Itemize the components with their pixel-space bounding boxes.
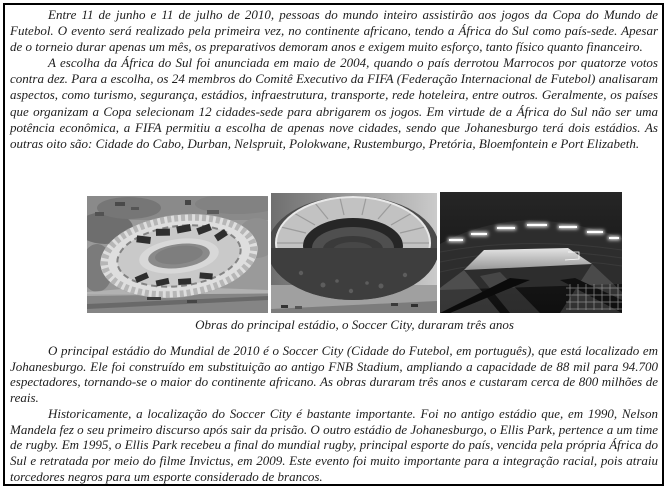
figure-caption: Obras do principal estádio, o Soccer City, duraram três anos [195, 317, 514, 332]
paragraph-soccer-city: O principal estádio do Mundial de 2010 é o Soccer City (Cidade do Futebol, em português), que está localizado em Johanesburgo. Ele foi construído em substituição ao antigo FNB Stadium, ampliando a capacidade de 88 mil para 94.700 espectadores, tornando-se o maior do continente africano. As obras duraram três anos e custaram cerca de 800 milhões de reais. [10, 343, 658, 406]
stadium-figure [87, 192, 622, 313]
paragraph-host-choice: A escolha da África do Sul foi anunciada em maio de 2004, quando o país derrotou Marrocos por quatorze votos contra dez. Para a escolha, os 24 membros do Comitê Executivo da FIFA (Federação Internacional de Futebol) analisaram aspectos, como turismo, segurança, estádios, infraestrutura, transporte, rede hoteleira, entre outros. Geralmente, os países que organizam a Copa selecionam 12 cidades-sede para abrigarem os jogos. Em virtude de a África do Sul não ser uma potência econômica, a FIFA permitiu a escolha de apenas nove cidades, sendo que Johanesburgo terá dois estádios. As outras oito são: Cidade do Cabo, Durban, Nelspruit, Polokwane, Rustemburgo, Pretória, Bloemfontein e Port Elizabeth. [10, 55, 658, 151]
soccer-city-construction-aerial-photo [87, 196, 268, 313]
lower-text-block [10, 343, 658, 484]
paragraph-intro: Entre 11 de junho e 11 de julho de 2010, pessoas do mundo inteiro assistirão aos jogos da Copa do Mundo de Futebol. O evento será realizado pela primeira vez, no continente africano, tendo a África do Sul como país-sede. Apesar de o torneio durar apenas um mês, os preparativos demoram anos e exigem muito esforço, tanto físico quanto financeiro. [10, 7, 658, 55]
stadium-night-floodlights-photo [440, 192, 622, 313]
upper-text-block [10, 7, 658, 152]
paragraph-history: Historicamente, a localização do Soccer City é bastante importante. Foi no antigo estádio que, em 1990, Nelson Mandela fez o seu primeiro discurso após sair da prisão. O outro estádio de Johanesburgo, o Ellis Park, pertence a um time de rugby. Em 1995, o Ellis Park recebeu a final do mundial rugby, principal esporte do país, vencida pela própria África do Sul e retratada por meio do filme Invictus, em 2009. Este evento foi muito importante para a integração racial, pois atraiu torcedores negros para um esporte considerado de brancos. [10, 405, 658, 484]
soccer-city-stadium-aerial-photo [271, 193, 438, 313]
